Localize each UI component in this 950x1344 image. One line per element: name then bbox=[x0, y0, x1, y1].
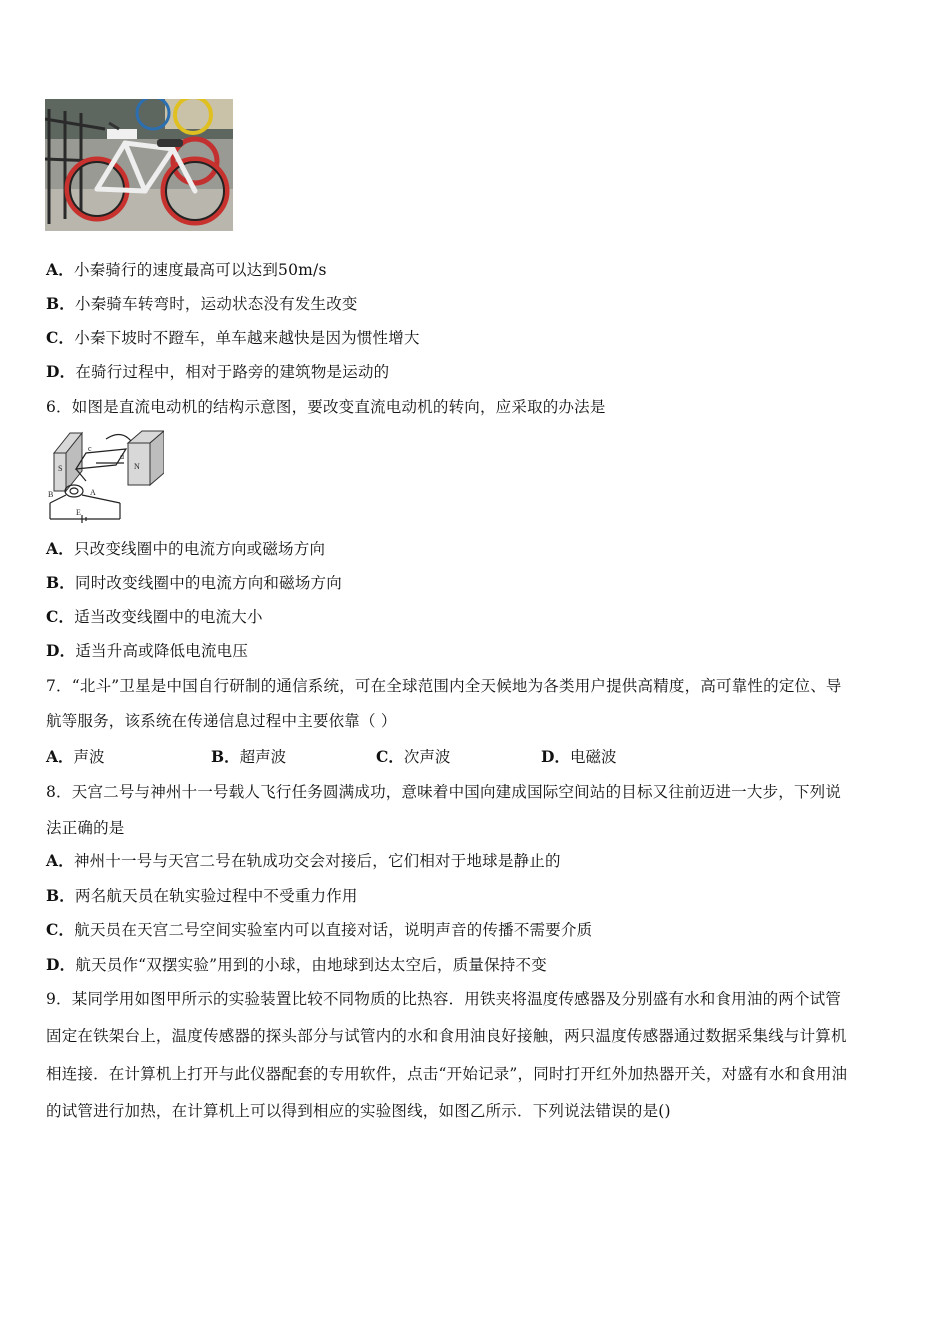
q5-option-c: C．小秦下坡时不蹬车，单车越来越快是因为惯性增大 bbox=[46, 328, 420, 347]
q5-option-b: B．小秦骑车转弯时，运动状态没有发生改变 bbox=[46, 294, 358, 313]
q6-option-d: D．适当升高或降低电流电压 bbox=[46, 641, 249, 660]
svg-text:E: E bbox=[76, 508, 81, 517]
dc-motor-diagram bbox=[46, 429, 164, 523]
svg-text:c: c bbox=[88, 444, 92, 453]
q8-option-d: D．航天员作“双摆实验”用到的小球，由地球到达太空后，质量保持不变 bbox=[46, 955, 547, 974]
q7-option-c: C．次声波 bbox=[376, 747, 451, 766]
shared-bicycle-photo bbox=[45, 99, 233, 231]
q7-options-row bbox=[46, 747, 906, 767]
q7-stem-line-2: 航等服务，该系统在传递信息过程中主要依靠（ ） bbox=[46, 712, 397, 730]
svg-text:S: S bbox=[58, 464, 63, 473]
q7-option-a: A．声波 bbox=[46, 747, 105, 766]
q6-option-a: A．只改变线圈中的电流方向或磁场方向 bbox=[46, 539, 326, 558]
q6-option-b: B．同时改变线圈中的电流方向和磁场方向 bbox=[46, 573, 342, 592]
q6-option-c: C．适当改变线圈中的电流大小 bbox=[46, 607, 263, 626]
q9-stem-line-4: 的试管进行加热，在计算机上可以得到相应的实验图线，如图乙所示．下列说法错误的是() bbox=[46, 1102, 671, 1120]
q6-stem: 6．如图是直流电动机的结构示意图，要改变直流电动机的转向，应采取的办法是 bbox=[46, 398, 606, 416]
q9-stem-line-2: 固定在铁架台上，温度传感器的探头部分与试管内的水和食用油良好接触，两只温度传感器通过数据采集线与计算机 bbox=[46, 1027, 847, 1045]
q8-option-b: B．两名航天员在轨实验过程中不受重力作用 bbox=[46, 886, 358, 905]
q7-stem-line-1: 7．“北斗”卫星是中国自行研制的通信系统，可在全球范围内全天候地为各类用户提供高精度，高可靠性的定位、导 bbox=[46, 677, 842, 695]
q5-option-a: A．小秦骑行的速度最高可以达到50m/s bbox=[46, 260, 327, 279]
q8-stem-line-2: 法正确的是 bbox=[46, 819, 125, 837]
bicycle-illustration bbox=[45, 99, 233, 231]
q9-stem-line-3: 相连接．在计算机上打开与此仪器配套的专用软件，点击“开始记录”，同时打开红外加热器开关，对盛有水和食用油 bbox=[46, 1065, 848, 1083]
svg-text:A: A bbox=[90, 488, 96, 497]
q7-option-d: D．电磁波 bbox=[541, 747, 617, 766]
svg-text:B: B bbox=[48, 490, 54, 499]
q5-option-d: D．在骑行过程中，相对于路旁的建筑物是运动的 bbox=[46, 362, 390, 381]
svg-text:N: N bbox=[134, 462, 140, 471]
q8-option-a: A．神州十一号与天宫二号在轨成功交会对接后，它们相对于地球是静止的 bbox=[46, 851, 561, 870]
svg-text:d: d bbox=[120, 452, 124, 461]
q9-stem-line-1: 9．某同学用如图甲所示的实验装置比较不同物质的比热容．用铁夹将温度传感器及分别盛有水和食用油的两个试管 bbox=[46, 990, 842, 1008]
q8-option-c: C．航天员在天宫二号空间实验室内可以直接对话，说明声音的传播不需要介质 bbox=[46, 920, 593, 939]
q8-stem-line-1: 8．天宫二号与神州十一号载人飞行任务圆满成功，意味着中国向建成国际空间站的目标又往前迈进一大步，下列说 bbox=[46, 783, 842, 801]
q7-option-b: B．超声波 bbox=[211, 747, 287, 766]
dc-motor-illustration bbox=[46, 429, 164, 523]
